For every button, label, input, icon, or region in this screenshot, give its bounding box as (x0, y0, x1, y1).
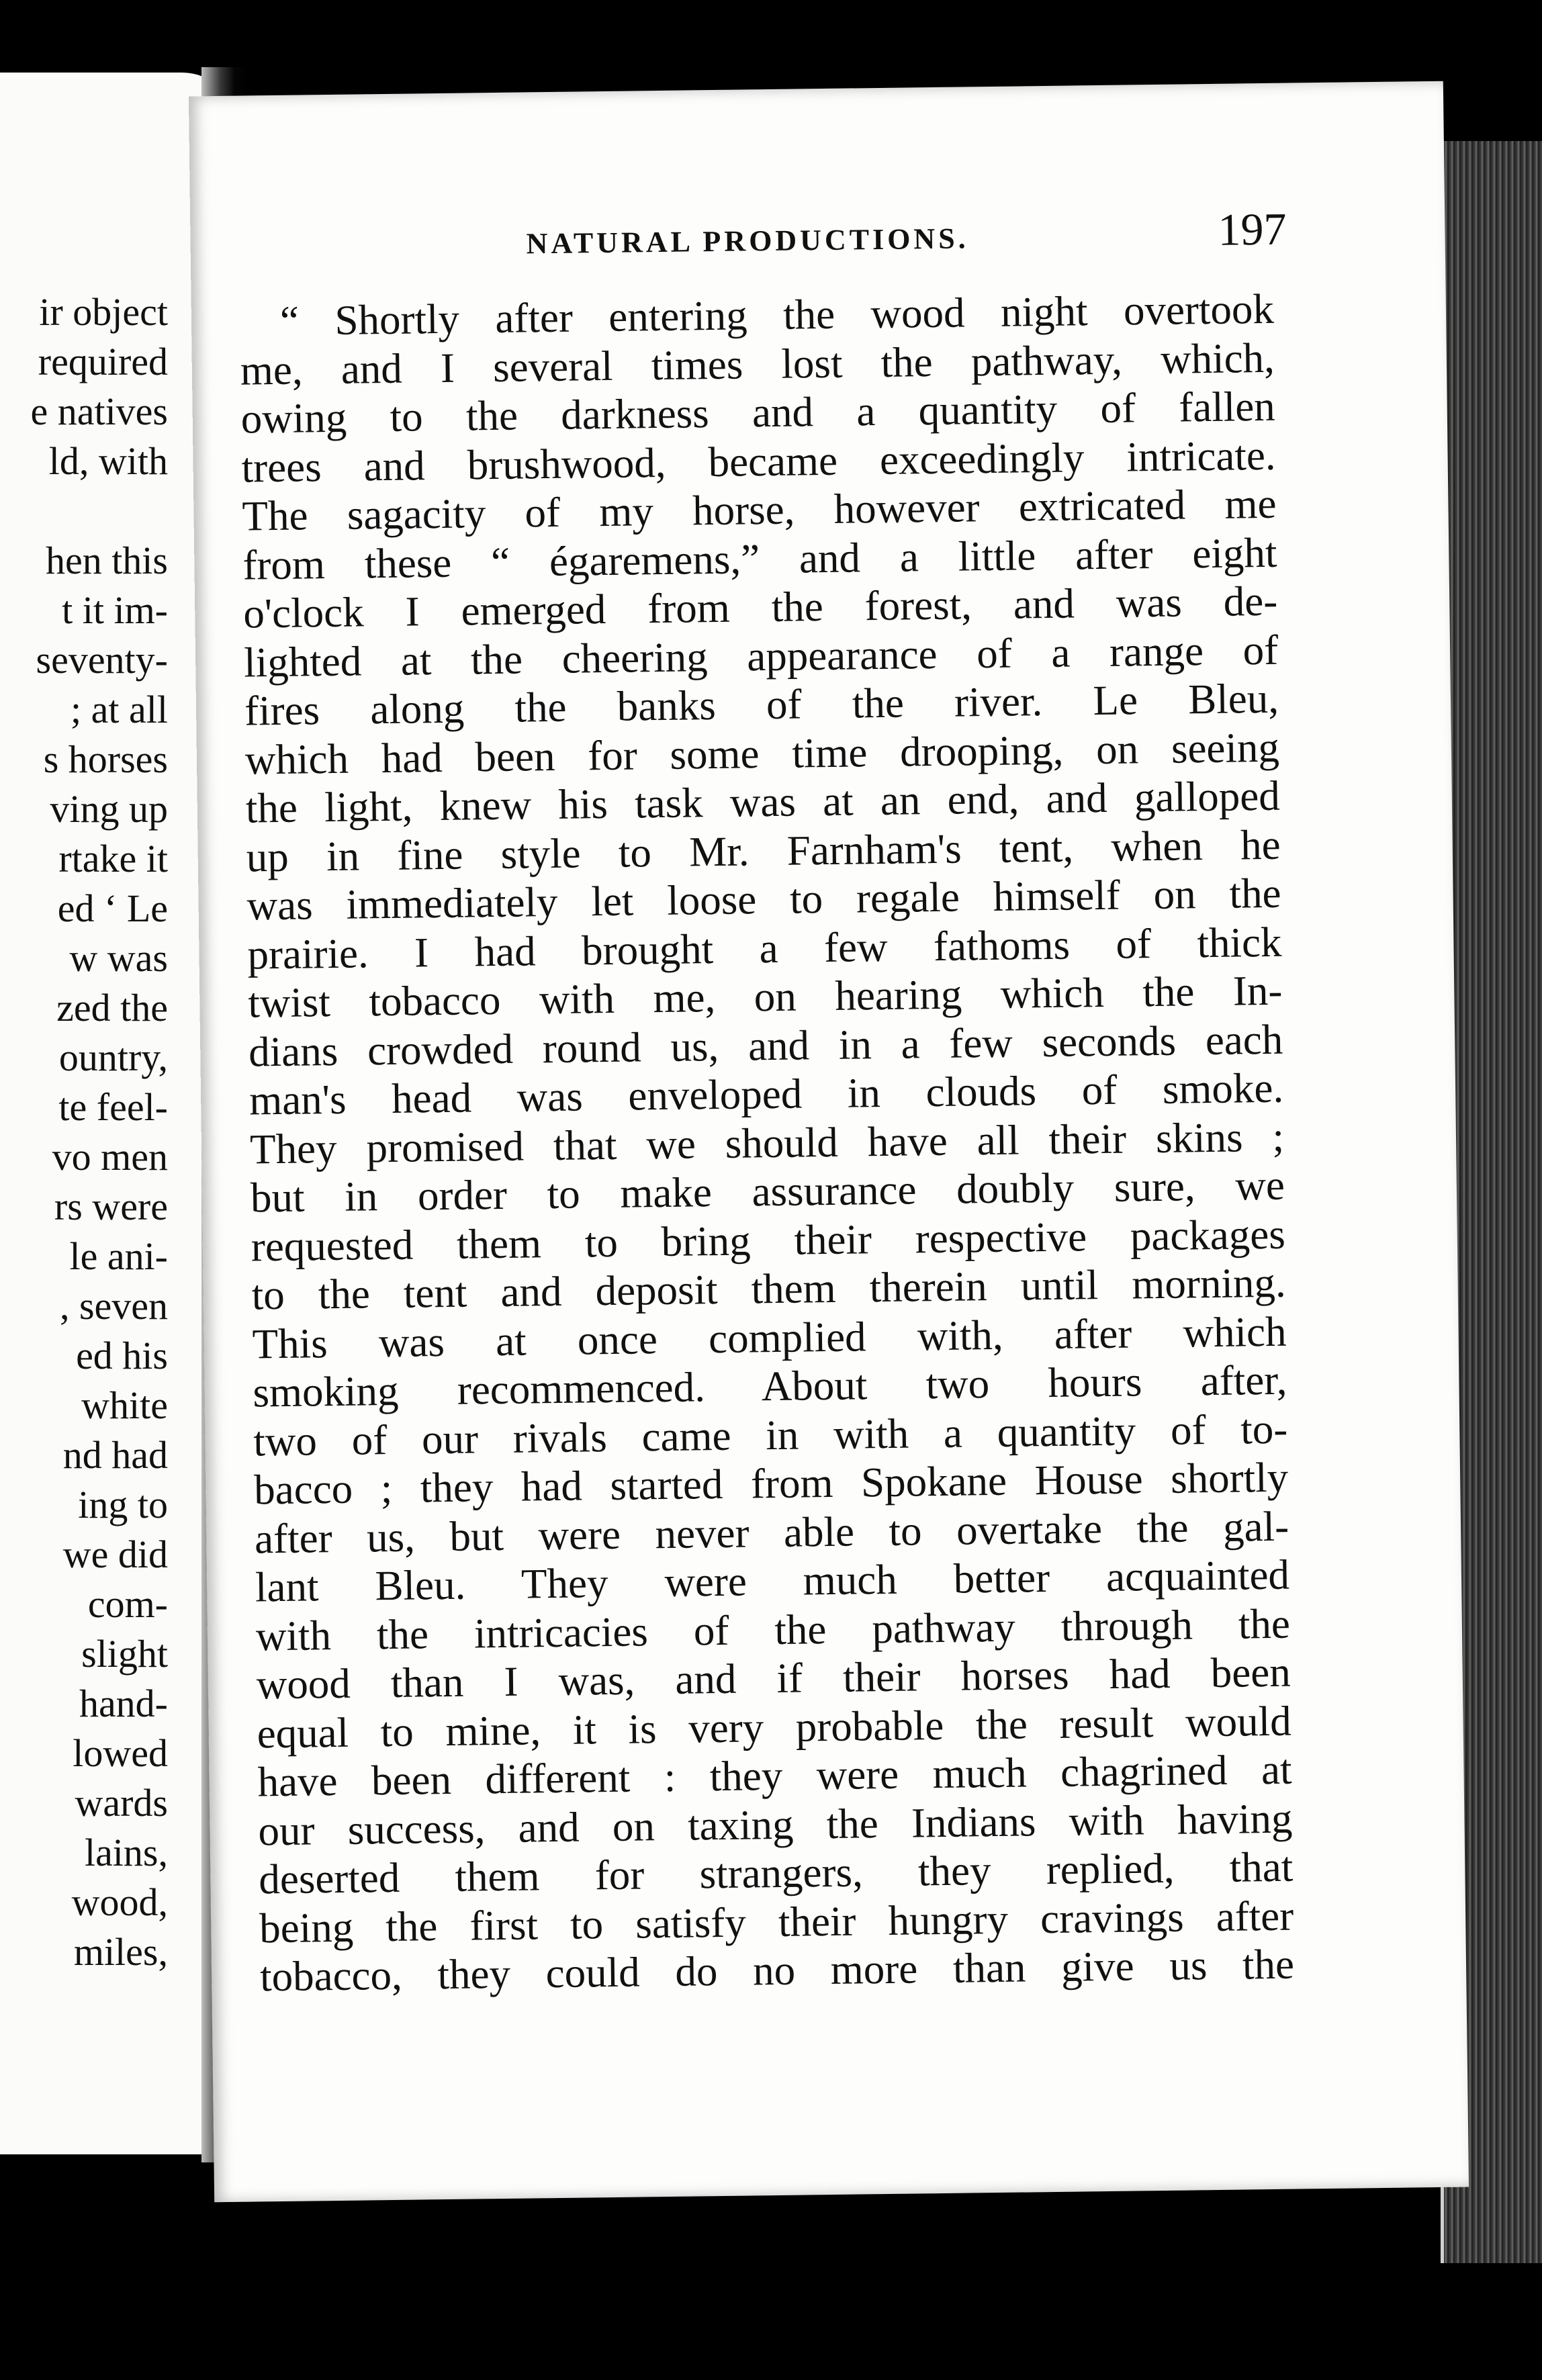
text-line: trees and brushwood, became exceedingly intricate. (241, 431, 1276, 492)
left-page-line: ving up (50, 787, 168, 831)
text-line: This was at once complied with, after which (252, 1308, 1287, 1368)
running-title: NATURAL PRODUCTIONS. (526, 222, 969, 261)
left-page-line: ountry, (58, 1036, 168, 1079)
left-page-line: zed the (56, 986, 168, 1029)
left-page-line: ld, with (48, 439, 168, 483)
left-page-line: hand- (79, 1682, 168, 1725)
page-number: 197 (1217, 203, 1287, 255)
left-page (0, 73, 222, 2154)
text-line: dians crowded round us, and in a few seconds each (248, 1015, 1283, 1076)
text-line: two of our rivals came in with a quantity of to- (253, 1405, 1288, 1465)
text-line: They promised that we should have all their skins ; (249, 1113, 1285, 1173)
page-header (190, 203, 1445, 261)
left-page-line: wood, (71, 1880, 168, 1924)
text-line: bacco ; they had started from Spokane House shortly (253, 1453, 1289, 1514)
left-page-line: slight (81, 1632, 168, 1676)
left-page-text (0, 287, 168, 1977)
text-line: but in order to make assurance doubly sure, we (250, 1161, 1285, 1222)
left-page-line: le ani- (69, 1234, 168, 1278)
right-page (189, 81, 1469, 2203)
text-line: was immediately let loose to regale himself on the (246, 869, 1281, 929)
text-line: from these “ égaremens,” and a little after eight (242, 529, 1277, 589)
text-line: tobacco, they could do no more than give us the (259, 1940, 1295, 2001)
left-page-line: lains, (84, 1831, 168, 1874)
text-line: smoking recommenced. About two hours after, (253, 1356, 1287, 1416)
left-page-line: ir object (39, 290, 168, 334)
left-page-line: vo men (52, 1135, 168, 1179)
text-line: with the intricacies of the pathway through the (255, 1600, 1291, 1659)
left-page-line: t it im- (62, 588, 168, 632)
left-page-line: hen this (45, 539, 168, 582)
text-line: lant Bleu. They were much better acquainted (255, 1551, 1290, 1611)
text-line: which had been for some time drooping, on seeing (244, 723, 1280, 784)
text-line: to the tent and deposit them therein until morning. (251, 1258, 1287, 1319)
text-line: requested them to bring their respective packages (251, 1210, 1286, 1271)
text-line: man's head was enveloped in clouds of smoke. (248, 1064, 1284, 1124)
left-page-line: ing to (78, 1483, 168, 1526)
text-line: fires along the banks of the river. Le Bleu, (244, 674, 1279, 735)
text-line: wood than I was, and if their horses had been (256, 1648, 1291, 1708)
left-page-line: nd had (62, 1433, 168, 1477)
text-line: equal to mine, it is very probable the result would (257, 1697, 1292, 1757)
text-line: after us, but were never able to overtake the gal- (254, 1502, 1289, 1562)
text-line: deserted them for strangers, they replied, that (258, 1843, 1294, 1903)
left-page-line: e natives (30, 390, 168, 433)
left-page-line: lowed (73, 1731, 168, 1775)
body-text (240, 285, 1295, 2001)
text-line: the light, knew his task was at an end, and galloped (245, 772, 1281, 832)
left-page-line: white (81, 1383, 168, 1427)
left-page-line (0, 486, 168, 536)
text-line: owing to the darkness and a quantity of fallen (240, 382, 1276, 443)
text-line: me, and I several times lost the pathway, which, (240, 334, 1275, 394)
left-page-line: com- (87, 1582, 168, 1626)
text-line: o'clock I emerged from the forest, and was de- (242, 577, 1278, 637)
left-page-line: w was (69, 936, 168, 980)
text-line: being the first to satisfy their hungry cravings after (259, 1892, 1294, 1952)
text-line: have been different : they were much chagrined at (257, 1745, 1292, 1806)
left-page-line: rs were (54, 1185, 168, 1228)
left-page-line: seventy- (36, 638, 168, 682)
text-line: our success, and on taxing the Indians with having (258, 1794, 1293, 1854)
left-page-line: ed ‘ Le (57, 886, 168, 930)
left-page-line: required (38, 340, 168, 383)
left-page-line: ed his (76, 1334, 168, 1377)
left-page-line: we did (62, 1532, 168, 1576)
left-page-line: ; at all (71, 688, 168, 731)
text-line: The sagacity of my horse, however extricated me (242, 479, 1277, 540)
left-page-line: s horses (43, 737, 168, 781)
text-line: twist tobacco with me, on hearing which the In- (247, 966, 1283, 1027)
text-line: “ Shortly after entering the wood night overtook (279, 285, 1275, 345)
left-page-line: rtake it (58, 837, 168, 880)
text-line: lighted at the cheering appearance of a range of (243, 626, 1279, 686)
left-page-line: wards (75, 1781, 168, 1825)
text-line: prairie. I had brought a few fathoms of thick (247, 918, 1282, 978)
text-line: up in fine style to Mr. Farnham's tent, when he (246, 821, 1281, 881)
left-page-line: miles, (73, 1930, 168, 1974)
left-page-line: te feel- (58, 1085, 168, 1129)
left-page-line: , seven (59, 1284, 168, 1328)
